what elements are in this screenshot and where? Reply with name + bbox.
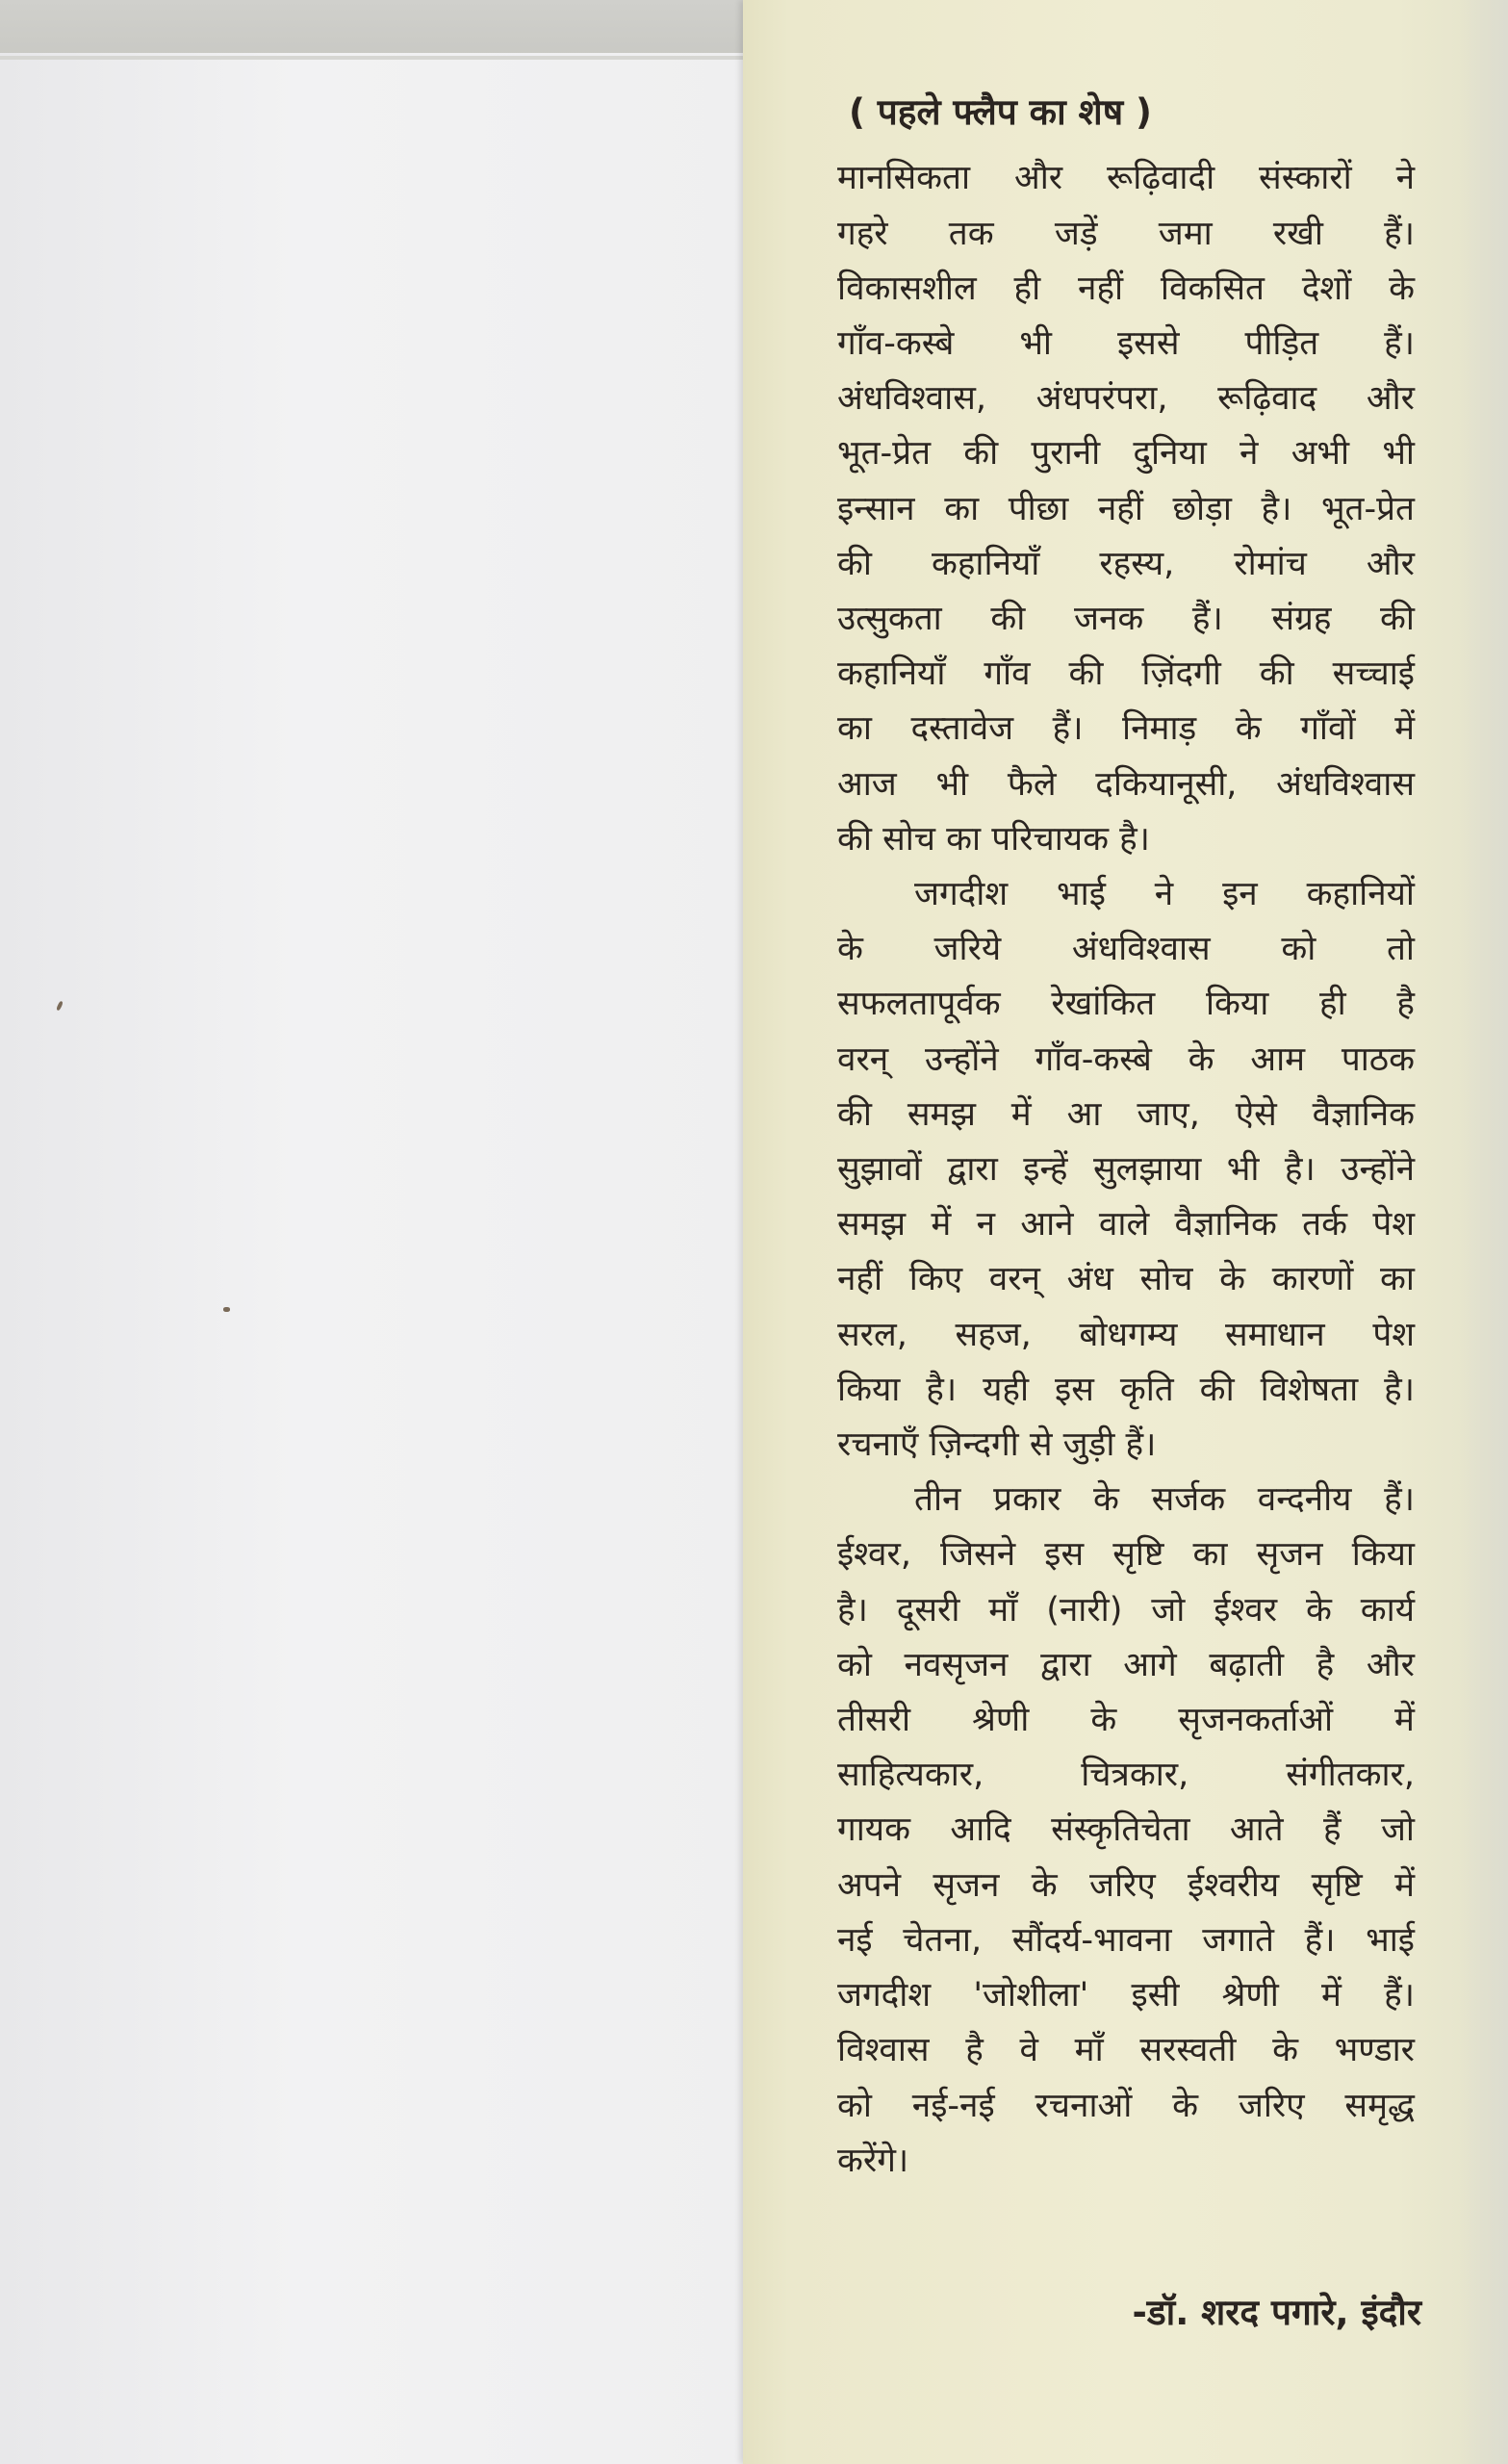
text-line: जगदीश 'जोशीला' इसी श्रेणी में हैं। [837,1976,1415,2015]
text-line: गहरे तक जड़ें जमा रखी हैं। [837,214,1415,253]
text-line: करेंगे। [837,2141,909,2180]
text-line: को नई-नई रचनाओं के जरिए समृद्ध [837,2086,1415,2125]
text-line: का दस्तावेज हैं। निमाड़ के गाँवों में [837,709,1415,749]
text-line: समझ में न आने वाले वैज्ञानिक तर्क पेश [837,1205,1415,1245]
page-edge [0,56,743,60]
blank-inner-page [0,53,743,2464]
text-line: नई चेतना, सौंदर्य-भावना जगाते हैं। भाई [837,1920,1415,1960]
text-line: को नवसृजन द्वारा आगे बढ़ाती है और [837,1645,1415,1684]
author-signature: -डॉ. शरद पगारे, इंदौर [1132,2292,1421,2333]
text-line: विकासशील ही नहीं विकसित देशों के [837,269,1415,308]
text-line: जगदीश भाई ने इन कहानियों [914,875,1415,914]
text-line: नहीं किए वरन् अंध सोच के कारणों का [837,1260,1415,1299]
text-line: रचनाएँ ज़िन्दगी से जुड़ी हैं। [837,1425,1157,1465]
text-line: विश्वास है वे माँ सरस्वती के भण्डार [837,2031,1415,2070]
text-line: भूत-प्रेत की पुरानी दुनिया ने अभी भी [837,434,1415,474]
text-line: ईश्वर, जिसने इस सृष्टि का सृजन किया [837,1535,1415,1575]
text-line: किया है। यही इस कृति की विशेषता है। [837,1370,1415,1409]
flap-edge-shadow [1460,0,1508,2464]
flap-heading: ( पहले फ्लैप का शेष ) [849,91,1152,133]
text-line: अंधविश्वास, अंधपरंपरा, रूढ़िवाद और [837,379,1415,419]
text-line: तीन प्रकार के सर्जक वन्दनीय हैं। [914,1480,1415,1520]
top-shadow-band [0,0,743,56]
text-line: अपने सृजन के जरिए ईश्वरीय सृष्टि में [837,1865,1415,1905]
text-line: गाँव-कस्बे भी इससे पीड़ित हैं। [837,324,1415,363]
text-line: की सोच का परिचायक है। [837,819,1150,859]
text-line: कहानियाँ गाँव की ज़िंदगी की सच्चाई [837,654,1415,694]
text-line: सुझावों द्वारा इन्हें सुलझाया भी है। उन्होंने [837,1150,1415,1190]
text-line: आज भी फैले दकियानूसी, अंधविश्वास [837,764,1415,804]
text-line: की कहानियाँ रहस्य, रोमांच और [837,544,1415,583]
text-line: उत्सुकता की जनक हैं। संग्रह की [837,600,1415,639]
text-line: साहित्यकार, चित्रकार, संगीतकार, [837,1756,1415,1795]
text-line: के जरिये अंधविश्वास को तो [837,930,1415,969]
text-line: सफलतापूर्वक रेखांकित किया ही है [837,985,1415,1024]
text-line: तीसरी श्रेणी के सृजनकर्ताओं में [837,1701,1415,1740]
text-line: गायक आदि संस्कृतिचेता आते हैं जो [837,1810,1415,1850]
paper-speck [56,1001,64,1012]
text-line: है। दूसरी माँ (नारी) जो ईश्वर के कार्य [837,1590,1415,1630]
text-line: की समझ में आ जाए, ऐसे वैज्ञानिक [837,1094,1415,1134]
paper-speck [223,1307,230,1312]
text-line: सरल, सहज, बोधगम्य समाधान पेश [837,1315,1415,1354]
text-line: इन्सान का पीछा नहीं छोड़ा है। भूत-प्रेत [837,489,1415,528]
text-line: वरन् उन्होंने गाँव-कस्बे के आम पाठक [837,1040,1415,1079]
text-line: मानसिकता और रूढ़िवादी संस्कारों ने [837,159,1415,198]
flap-text [837,91,1415,2189]
